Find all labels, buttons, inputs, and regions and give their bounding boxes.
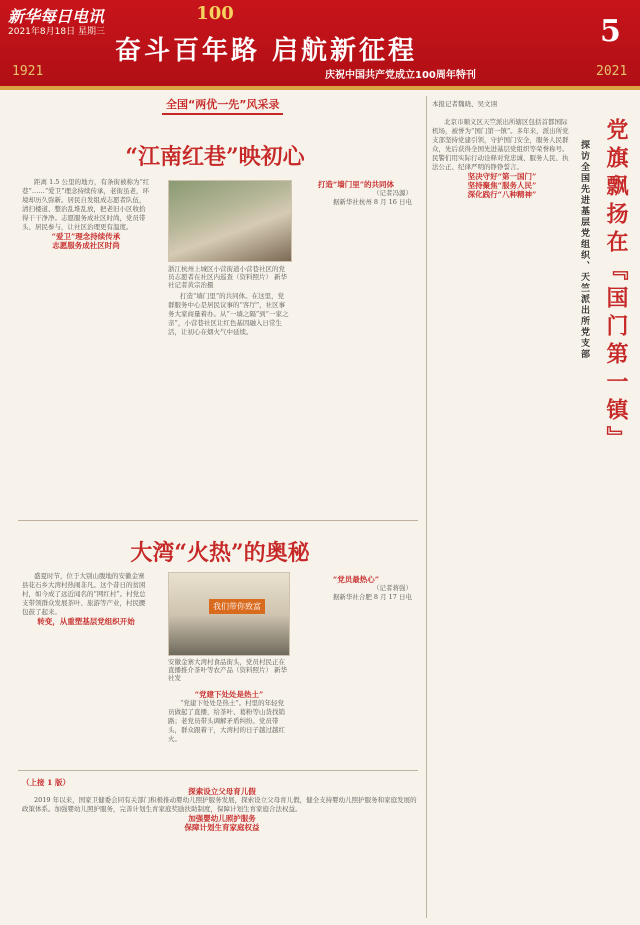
article1-subhead-1: “爱卫”理念持续传承 <box>51 232 121 241</box>
article3-subhead-2: 坚持聚焦“服务人民” <box>467 181 537 190</box>
year-right: 2021 <box>596 64 628 79</box>
lower-divider <box>18 770 418 771</box>
masthead <box>0 0 640 86</box>
dateline: 2021年8月18日 星期三 <box>8 27 105 37</box>
special-title: 奋斗百年路 启航新征程 <box>115 36 418 66</box>
article1-source: 据新华社杭州 8 月 16 日电 <box>332 198 412 206</box>
article2-subhead-3: “党员最热心” <box>332 575 380 584</box>
article3-kicker: 本报记者魏晓、吴文诩 <box>432 100 497 108</box>
article1-column-1 <box>22 178 150 468</box>
article2-column-1 <box>22 572 150 752</box>
article3-subhead-3: 深化践行“八种精神” <box>467 190 537 199</box>
article2-title: 大湾“火热”的奥秘 <box>130 540 310 566</box>
article1-title: “江南红巷”映初心 <box>125 144 305 170</box>
lower-subhead-1: 探索设立父母育儿假 <box>188 787 256 796</box>
article1-column-3 <box>300 180 412 470</box>
article1-column-2 <box>168 292 290 472</box>
article3-subhead-1: 坚决守好“第一国门” <box>467 172 537 181</box>
article3-text: 北京市顺义区天竺派出所辖区包括首都国际机场，被誉为“国门第一镇”。多年来，派出所党支部坚持党建引领，守护国门安全，服务人民群众，先后获得全国先进基层党组织等荣誉称号。民警们用实际行动诠释对党忠诚、服务人民、执法公正、纪律严明的铮铮誓言。 <box>432 118 569 171</box>
article3-subtitle: 探访全国先进基层党组织、天竺派出所党支部 <box>579 140 589 360</box>
page-number: 5 <box>600 14 621 49</box>
lower-text: 2019 年以来，国家卫健委会同有关部门积极推动婴幼儿照护服务发展，探索设立父母育儿假，健全支持婴幼儿照护服务和家庭发展的政策体系。加强婴幼儿照护服务，完善计划生育家庭奖励扶助制度，保障计划生育家庭合法权益。 <box>22 796 417 813</box>
article2-byline: （记者蒋强） <box>373 584 412 592</box>
article2-column-3 <box>300 575 412 765</box>
photo-sign: 我们带你致富 <box>209 599 265 614</box>
article2-subhead-2: “党建下处处是热土” <box>194 690 264 699</box>
article2-column-2 <box>168 690 290 760</box>
article2-col1-text: 盛夏时节，位于大别山腹地的安徽金寨县花石乡大湾村热闹非凡。这个昔日的贫困村，如今成了远近闻名的“网红村”。村党总支带领群众发展茶叶、旅游等产业，村民腰包鼓了起来。 <box>22 572 146 616</box>
special-subtitle: 庆祝中国共产党成立100周年特刊 <box>325 70 476 81</box>
article3-title: 党旗飘扬在『国门第一镇』 <box>603 118 629 454</box>
article2-col2-text: “党建下处处是热土”。村里的年轻党员做起了直播，给茶叶、葛粉等山货找销路；老党员带头调解矛盾纠纷。党员带头，群众跟着干，大湾村的日子越过越红火。 <box>168 699 285 743</box>
lower-subhead-3: 保障计划生育家庭权益 <box>184 823 260 832</box>
section-label: 全国“两优一先”风采录 <box>162 96 283 115</box>
year-left: 1921 <box>12 64 44 79</box>
article1-photo <box>168 180 292 262</box>
article1-photo-caption: 浙江杭州上城区小营街道小营巷社区的党员志愿者在社区内巡查（资料照片） 新华社记者黄宗治摄 <box>168 265 288 289</box>
lower-article <box>22 778 422 918</box>
centenary-emblem: 100 <box>196 3 234 24</box>
article2-photo-caption: 安徽金寨大湾村食品街头，党员村民正在直播推介茶叶等农产品（资料照片） 新华社发 <box>168 658 288 682</box>
gold-divider <box>0 86 640 90</box>
article-divider <box>18 520 418 521</box>
article1-byline: （记者冯源） <box>373 189 412 197</box>
lower-subhead-2: 加强婴幼儿照护服务 <box>188 814 256 823</box>
article2-source: 据新华社合肥 8 月 17 日电 <box>332 593 412 601</box>
article1-col1-text: 距离 1.5 公里的地方，有条街被称为“红巷”……“爱卫”理念持续传承，老街虽老，环境却历久弥新。居民自发组成志愿者队伍，清扫楼道、整治乱堆乱放，把老旧小区收拾得干干净净。志愿服务成社区时尚，党员带头、居民参与，让社区治理更有温度。 <box>22 178 150 231</box>
article1-col2-text: 打造“墙门里”的共同体。在这里，党群服务中心是居民议事的“客厅”，社区事务大家商量着办。从“一墙之隔”到“一家之亲”，小营巷社区让红色基因融入日常生活，让初心在烟火气中延续。 <box>168 292 289 336</box>
lower-continued: （上接 1 版） <box>22 778 70 787</box>
newspaper-brand: 新华每日电讯 <box>8 7 105 26</box>
article1-subhead-3: 打造“墙门里”的共同体 <box>317 180 395 189</box>
article2-subhead-1: 转变，从重塑基层党组织开始 <box>37 617 135 626</box>
column-divider <box>426 96 427 918</box>
article1-subhead-2: 志愿服务成社区时尚 <box>52 241 120 250</box>
article3-body <box>432 118 572 918</box>
article2-photo <box>168 572 290 656</box>
